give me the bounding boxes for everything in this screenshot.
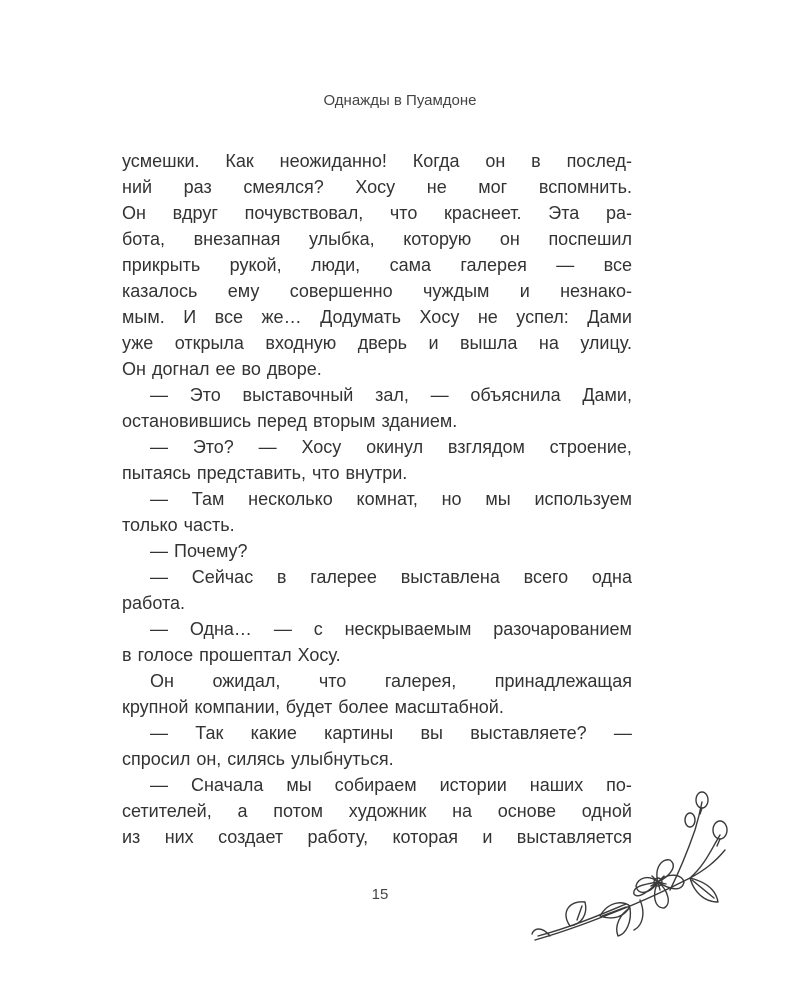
text-line: только часть. (122, 515, 235, 535)
text-line: — Так какие картины вы выставляете? — (150, 723, 632, 743)
text-line: спросил он, силясь улыбнуться. (122, 749, 394, 769)
text-line: бота, внезапная улыбка, которую он поспешил (122, 229, 632, 249)
text-line: Он вдруг почувствовал, что краснеет. Эта ра- (122, 203, 632, 223)
text-line: казалось ему совершенно чуждым и незнако- (122, 281, 632, 301)
text-line: прикрыть рукой, люди, сама галерея — все (122, 255, 632, 275)
text-line: уже открыла входную дверь и вышла на улицу. (122, 333, 632, 353)
text-line: крупной компании, будет более масштабной. (122, 697, 504, 717)
text-line: усмешки. Как неожиданно! Когда он в послед- (122, 151, 632, 171)
body-text (122, 148, 632, 850)
text-line: пытаясь представить, что внутри. (122, 463, 408, 483)
text-line: в голосе прошептал Хосу. (122, 645, 341, 665)
text-line: ний раз смеялся? Хосу не мог вспомнить. (122, 177, 632, 197)
text-line: — Сейчас в галерее выставлена всего одна (150, 567, 632, 587)
text-line: из них создает работу, которая и выставляется (122, 827, 632, 847)
text-line: — Там несколько комнат, но мы используем (150, 489, 632, 509)
text-line: — Это? — Хосу окинул взглядом строение, (150, 437, 632, 457)
text-line: Он догнал ее во дворе. (122, 359, 322, 379)
cherry-blossom-branch-icon (530, 790, 735, 950)
page-number: 15 (371, 886, 389, 903)
text-line: — Почему? (150, 541, 248, 561)
text-line: сетителей, а потом художник на основе одной (122, 801, 632, 821)
running-head-title: Однажды в Пуамдоне (323, 92, 477, 109)
text-line: — Это выставочный зал, — объяснила Дами, (150, 385, 632, 405)
text-line: работа. (122, 593, 185, 613)
text-line: Он ожидал, что галерея, принадлежащая (150, 671, 632, 691)
text-line: мым. И все же… Додумать Хосу не успел: Дами (122, 307, 632, 327)
text-line: — Одна… — с нескрываемым разочарованием (150, 619, 632, 639)
text-line: — Сначала мы собираем истории наших по- (150, 775, 632, 795)
text-line: остановившись перед вторым зданием. (122, 411, 458, 431)
